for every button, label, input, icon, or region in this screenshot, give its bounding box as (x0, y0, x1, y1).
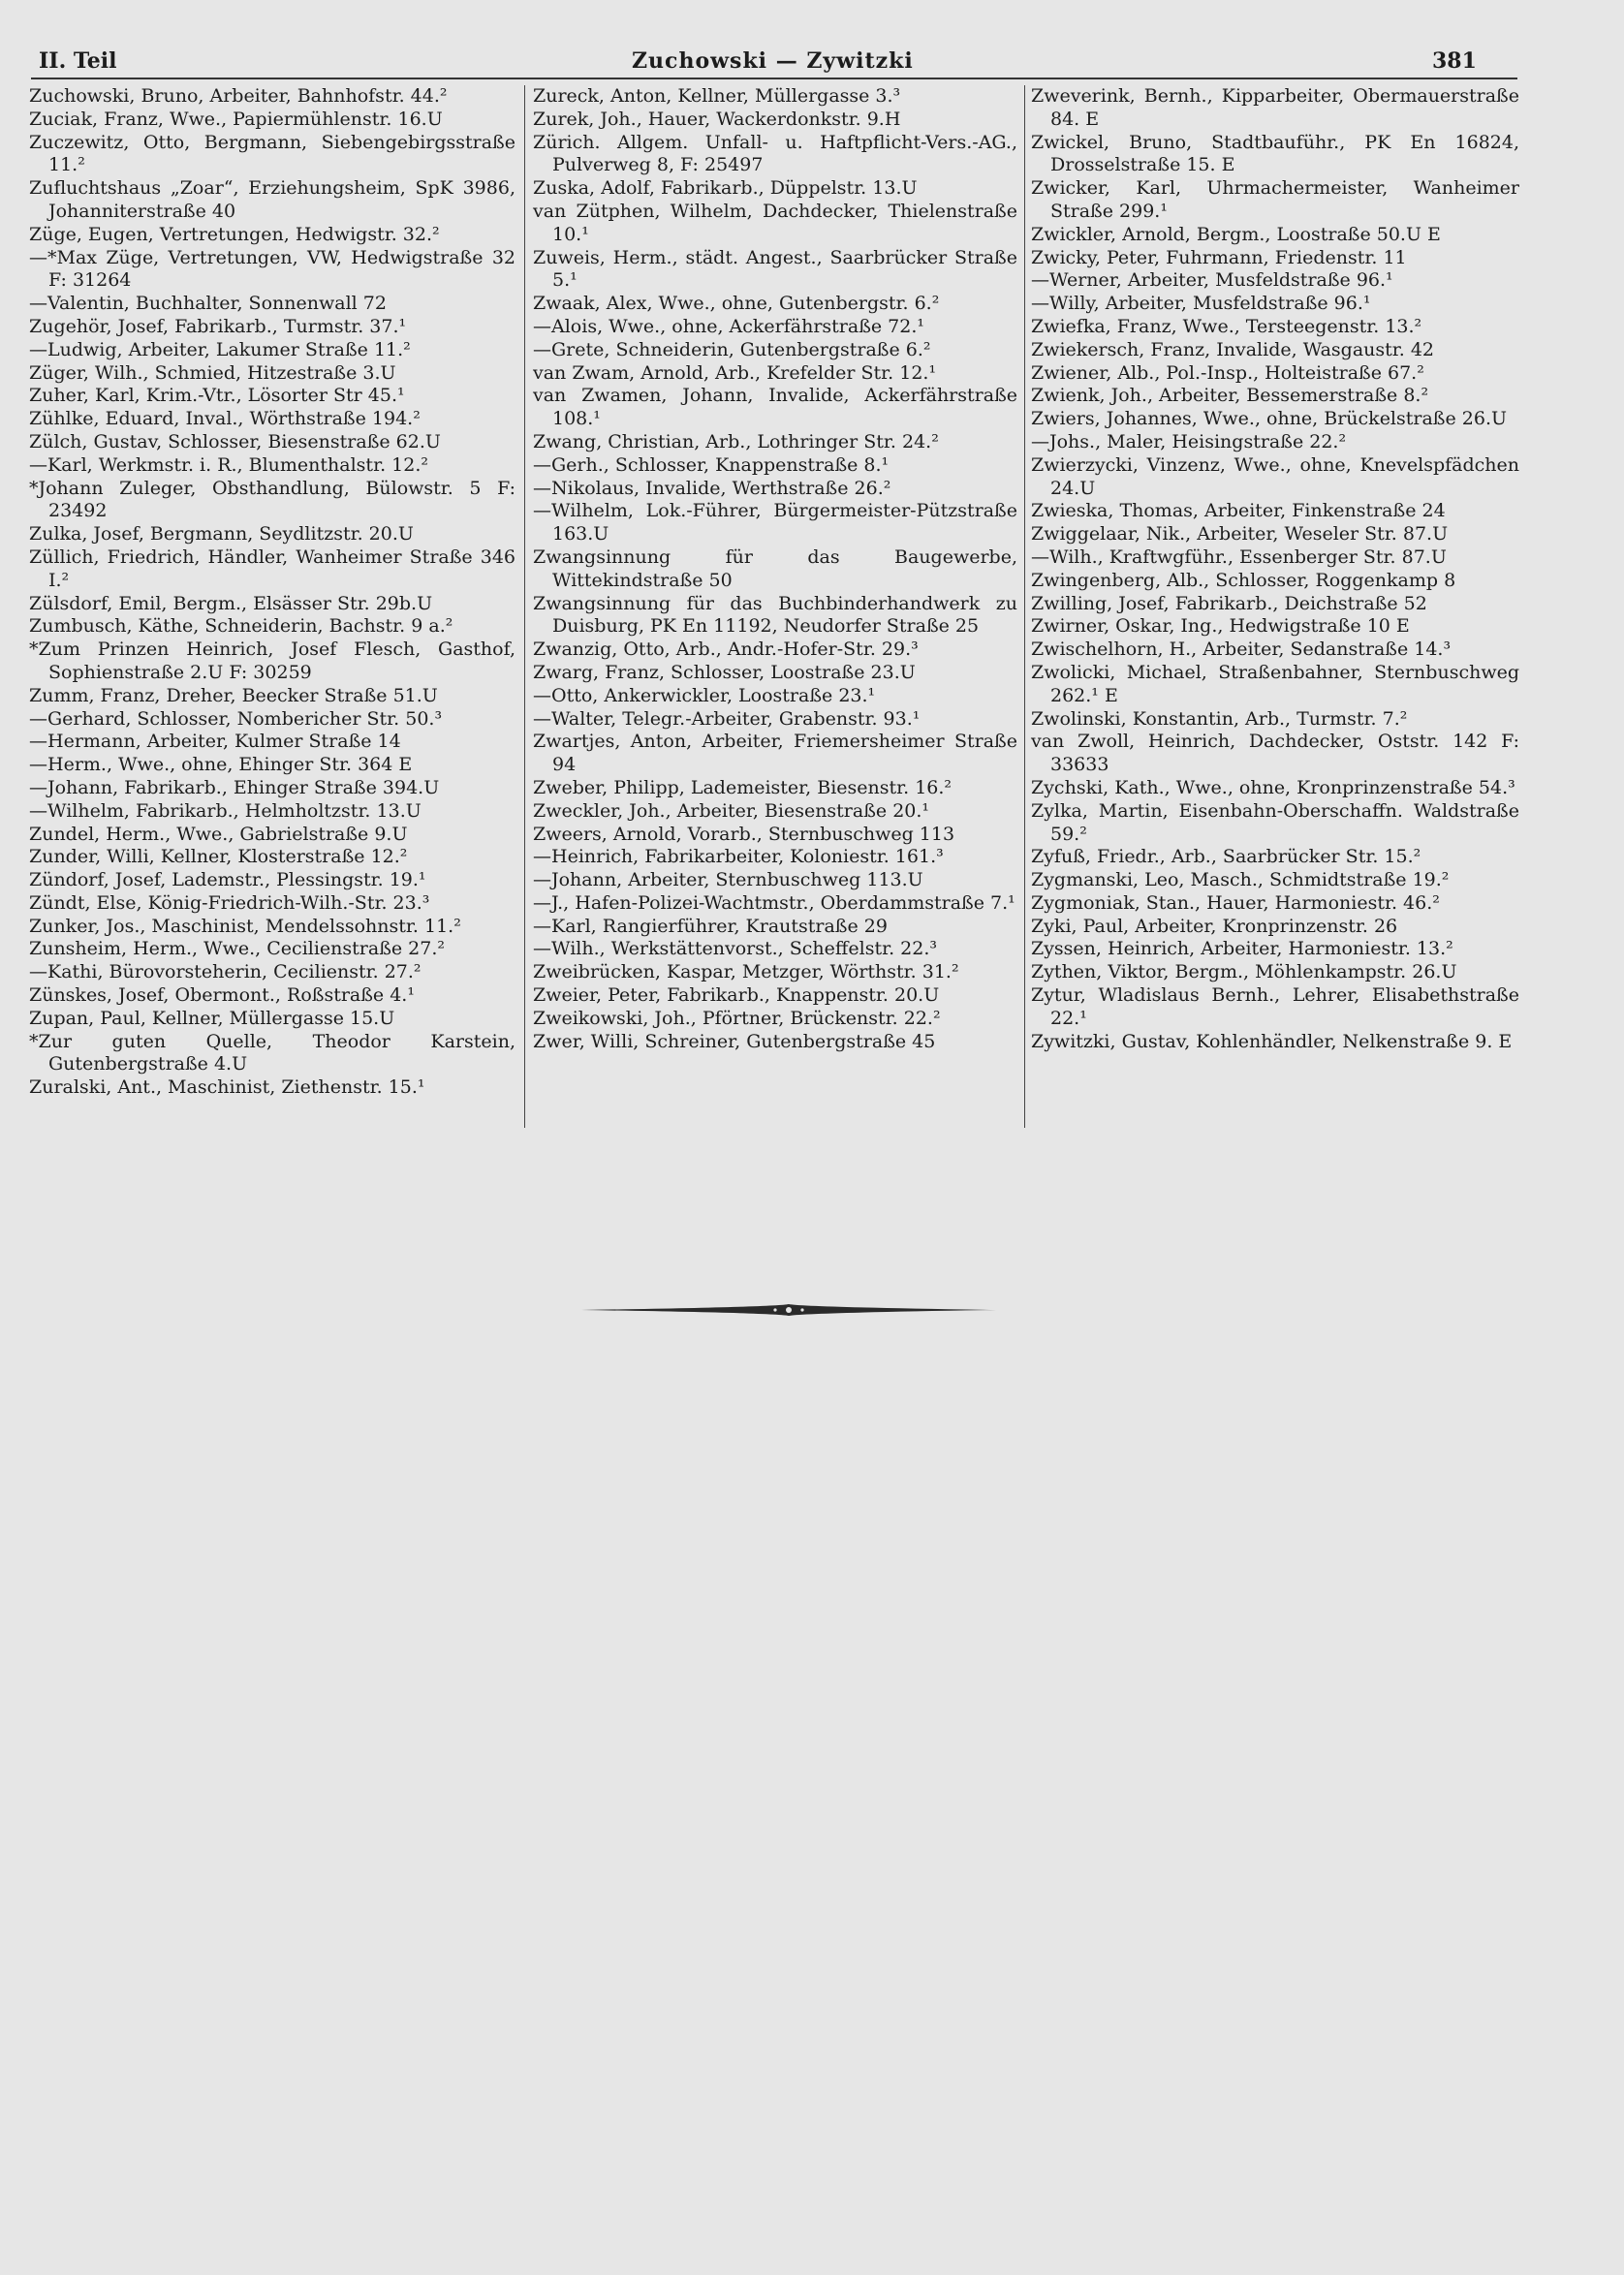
page-number: 381 (1432, 48, 1477, 74)
directory-entry: —Heinrich, Fabrikarbeiter, Koloniestr. 161.³ (533, 846, 944, 868)
directory-entry: van Zwoll, Heinrich, Dachdecker, Oststr. 142 F: 33633 (1031, 731, 1519, 776)
directory-entry: Zünskes, Josef, Obermont., Roßstraße 4.¹ (29, 984, 415, 1007)
header-rule (31, 78, 1517, 79)
directory-entry: Zühlke, Eduard, Inval., Wörthstraße 194.² (29, 408, 421, 430)
directory-entry: Zytur, Wladislaus Bernh., Lehrer, Elisabethstraße 22.¹ (1031, 984, 1519, 1029)
directory-entry: Zwiefka, Franz, Wwe., Tersteegenstr. 13.² (1031, 315, 1422, 337)
directory-entry: —Otto, Ankerwickler, Loostraße 23.¹ (533, 684, 876, 706)
directory-entry: —Johann, Fabrikarb., Ehinger Straße 394.U (29, 776, 440, 798)
directory-entry: —Wilhelm, Fabrikarb., Helmholtzstr. 13.U (29, 799, 422, 822)
closing-ornament (581, 1300, 996, 1320)
directory-entry: Zygmoniak, Stan., Hauer, Harmoniestr. 46.² (1031, 891, 1440, 914)
directory-entry: Züllich, Friedrich, Händler, Wanheimer Straße 346 I.² (29, 545, 515, 591)
directory-entry: Zündorf, Josef, Lademstr., Plessingstr. 19.¹ (29, 869, 426, 891)
directory-entry: Zündt, Else, König-Friedrich-Wilh.-Str. 23.³ (29, 891, 430, 914)
directory-entry: Zwanzig, Otto, Arb., Andr.-Hofer-Str. 29.³ (533, 639, 919, 661)
directory-entry: Zuciak, Franz, Wwe., Papiermühlenstr. 16.U (29, 108, 443, 130)
directory-entry: Züge, Eugen, Vertretungen, Hedwigstr. 32.² (29, 223, 440, 245)
directory-entry: Zundel, Herm., Wwe., Gabrielstraße 9.U (29, 823, 408, 845)
directory-entry: —Walter, Telegr.-Arbeiter, Grabenstr. 93.¹ (533, 707, 921, 730)
directory-entry: Zwangsinnung für das Buchbinderhandwerk zu Duisburg, PK En 11192, Neudorfer Straße 25 (533, 592, 1017, 638)
entry-list (29, 85, 515, 1100)
directory-entry: —Johann, Arbeiter, Sternbuschweg 113.U (533, 869, 923, 891)
directory-entry: Zwolinski, Konstantin, Arb., Turmstr. 7.² (1031, 707, 1408, 730)
directory-entry: Zwicky, Peter, Fuhrmann, Friedenstr. 11 (1031, 246, 1407, 268)
directory-entry: Zywitzki, Gustav, Kohlenhändler, Nelkenstraße 9. E (1031, 1030, 1513, 1052)
directory-entry: Zwirner, Oskar, Ing., Hedwigstraße 10 E (1031, 615, 1410, 638)
directory-entry: Zürich. Allgem. Unfall- u. Haftpflicht-Vers.-AG., Pulverweg 8, F: 25497 (533, 131, 1017, 176)
directory-entry: Zwartjes, Anton, Arbeiter, Friemersheimer Straße 94 (533, 731, 1017, 776)
directory-entry: Zuchowski, Bruno, Arbeiter, Bahnhofstr. 44.² (29, 85, 448, 107)
directory-entry: Zuczewitz, Otto, Bergmann, Siebengebirgsstraße 11.² (29, 131, 515, 176)
entry-list (533, 85, 1017, 1053)
directory-entry: Zweverink, Bernh., Kipparbeiter, Obermauerstraße 84. E (1031, 85, 1519, 130)
directory-entry: —Herm., Wwe., ohne, Ehinger Str. 364 E (29, 754, 413, 776)
directory-entry: Zyfuß, Friedr., Arb., Saarbrücker Str. 15.² (1031, 846, 1421, 868)
directory-entry: —Werner, Arbeiter, Musfeldstraße 96.¹ (1031, 269, 1393, 292)
directory-entry: —*Max Züge, Vertretungen, VW, Hedwigstraße 32 F: 31264 (29, 246, 515, 292)
directory-entry: —Wilhelm, Lok.-Führer, Bürgermeister-Pützstraße 163.U (533, 500, 1017, 545)
directory-entry: —Karl, Werkmstr. i. R., Blumenthalstr. 12.² (29, 453, 428, 476)
directory-entry: —J., Hafen-Polizei-Wachtmstr., Oberdammstraße 7.¹ (533, 891, 1015, 914)
page-part-label: II. Teil (39, 48, 117, 74)
directory-entry: Zyssen, Heinrich, Arbeiter, Harmoniestr. 13.² (1031, 938, 1453, 960)
directory-entry: Zwiggelaar, Nik., Arbeiter, Weseler Str. 87.U (1031, 523, 1449, 545)
directory-entry: Zupan, Paul, Kellner, Müllergasse 15.U (29, 1007, 395, 1029)
directory-entry: Zwieska, Thomas, Arbeiter, Finkenstraße 24 (1031, 500, 1446, 522)
directory-entry: Zuralski, Ant., Maschinist, Ziethenstr. 15.¹ (29, 1076, 425, 1099)
directory-entry: Zweikowski, Joh., Pförtner, Brückenstr. 22.² (533, 1007, 941, 1029)
directory-entry: Zunsheim, Herm., Wwe., Cecilienstraße 27.² (29, 938, 446, 960)
directory-entry: —Grete, Schneiderin, Gutenbergstraße 6.² (533, 338, 931, 360)
directory-entry: Zunker, Jos., Maschinist, Mendelssohnstr. 11.² (29, 915, 461, 937)
directory-entry: Zwiekersch, Franz, Invalide, Wasgaustr. 42 (1031, 338, 1435, 360)
column-divider (524, 85, 525, 1128)
directory-entry: —Alois, Wwe., ohne, Ackerfährstraße 72.¹ (533, 315, 925, 337)
directory-entry: Zweier, Peter, Fabrikarb., Knappenstr. 20.U (533, 984, 940, 1007)
directory-entry: —Gerhard, Schlosser, Nombericher Str. 50.³ (29, 707, 443, 730)
directory-entry: Zuska, Adolf, Fabrikarb., Düppelstr. 13.U (533, 177, 918, 200)
directory-entry: Zurek, Joh., Hauer, Wackerdonkstr. 9.H (533, 108, 901, 130)
directory-entry: Zumm, Franz, Dreher, Beecker Straße 51.U (29, 684, 438, 706)
column-divider (1024, 85, 1025, 1128)
directory-entry: Zygmanski, Leo, Masch., Schmidtstraße 19.² (1031, 869, 1450, 891)
directory-entry: van Zwamen, Johann, Invalide, Ackerfährstraße 108.¹ (533, 385, 1017, 430)
directory-entry: Zwierzycki, Vinzenz, Wwe., ohne, Knevelspfädchen 24.U (1031, 453, 1519, 499)
directory-entry: Zwiener, Alb., Pol.-Insp., Holteistraße 67.² (1031, 361, 1424, 384)
directory-entry: —Johs., Maler, Heisingstraße 22.² (1031, 430, 1347, 452)
directory-column-2 (533, 85, 1017, 2275)
directory-column-3 (1031, 85, 1519, 2275)
directory-entry: Zuher, Karl, Krim.-Vtr., Lösorter Str 45.¹ (29, 385, 405, 407)
directory-entry: Zwaak, Alex, Wwe., ohne, Gutenbergstr. 6.² (533, 293, 940, 315)
directory-entry: —Willy, Arbeiter, Musfeldstraße 96.¹ (1031, 293, 1371, 315)
entry-list (1031, 85, 1519, 1053)
directory-entry: Zumbusch, Käthe, Schneiderin, Bachstr. 9 a.² (29, 615, 453, 638)
directory-entry: Zweers, Arnold, Vorarb., Sternbuschweg 113 (533, 823, 955, 845)
directory-entry: *Johann Zuleger, Obsthandlung, Bülowstr. 5 F: 23492 (29, 477, 515, 522)
directory-entry: Zwiers, Johannes, Wwe., ohne, Brückelstraße 26.U (1031, 408, 1508, 430)
directory-entry: Zwolicki, Michael, Straßenbahner, Sternbuschweg 262.¹ E (1031, 661, 1519, 706)
directory-entry: Zyki, Paul, Arbeiter, Kronprinzenstr. 26 (1031, 915, 1398, 937)
directory-entry: Zunder, Willi, Kellner, Klosterstraße 12.² (29, 846, 408, 868)
directory-entry: Zwischelhorn, H., Arbeiter, Sedanstraße 14.³ (1031, 639, 1452, 661)
directory-entry: Zweibrücken, Kaspar, Metzger, Wörthstr. 31.² (533, 961, 959, 983)
directory-entry: Zulka, Josef, Bergmann, Seydlitzstr. 20.U (29, 523, 414, 545)
directory-entry: Zugehör, Josef, Fabrikarb., Turmstr. 37.¹ (29, 315, 407, 337)
directory-entry: Züger, Wilh., Schmied, Hitzestraße 3.U (29, 361, 396, 384)
directory-entry: —Karl, Rangierführer, Krautstraße 29 (533, 915, 888, 937)
directory-entry: Zwickel, Bruno, Stadtbauführ., PK En 16824, Drosselstraße 15. E (1031, 131, 1519, 176)
directory-entry: van Zwam, Arnold, Arb., Krefelder Str. 12.¹ (533, 361, 937, 384)
directory-entry: —Hermann, Arbeiter, Kulmer Straße 14 (29, 731, 401, 753)
directory-entry: Zwingenberg, Alb., Schlosser, Roggenkamp 8 (1031, 569, 1456, 591)
directory-entry: van Zütphen, Wilhelm, Dachdecker, Thielenstraße 10.¹ (533, 200, 1017, 245)
directory-entry: —Wilh., Werkstättenvorst., Scheffelstr. 22.³ (533, 938, 937, 960)
directory-entry: Zylka, Martin, Eisenbahn-Oberschaffn. Waldstraße 59.² (1031, 799, 1519, 845)
directory-entry: Zufluchtshaus „Zoar“, Erziehungsheim, SpK 3986, Johanniterstraße 40 (29, 177, 515, 222)
directory-entry: —Wilh., Kraftwgführ., Essenberger Str. 87.U (1031, 545, 1447, 568)
directory-entry: —Nikolaus, Invalide, Werthstraße 26.² (533, 477, 891, 499)
directory-entry: Zwickler, Arnold, Bergm., Loostraße 50.U E (1031, 223, 1441, 245)
directory-entry: Zwilling, Josef, Fabrikarb., Deichstraße 52 (1031, 592, 1427, 614)
directory-entry: Zwangsinnung für das Baugewerbe, Wittekindstraße 50 (533, 545, 1017, 591)
directory-entry: Zureck, Anton, Kellner, Müllergasse 3.³ (533, 85, 901, 107)
directory-entry: —Kathi, Bürovorsteherin, Cecilienstr. 27.² (29, 961, 422, 983)
directory-entry: Zwicker, Karl, Uhrmachermeister, Wanheimer Straße 299.¹ (1031, 177, 1519, 222)
directory-entry: Zwarg, Franz, Schlosser, Loostraße 23.U (533, 661, 916, 683)
directory-entry: Zwienk, Joh., Arbeiter, Bessemerstraße 8.² (1031, 385, 1429, 407)
directory-entry: Zweckler, Joh., Arbeiter, Biesenstraße 20.¹ (533, 799, 930, 822)
directory-column-1 (29, 85, 515, 2275)
directory-entry: *Zum Prinzen Heinrich, Josef Flesch, Gasthof, Sophienstraße 2.U F: 30259 (29, 639, 515, 683)
directory-entry: Zuweis, Herm., städt. Angest., Saarbrücker Straße 5.¹ (533, 246, 1017, 292)
directory-entry: *Zur guten Quelle, Theodor Karstein, Gutenbergstraße 4.U (29, 1030, 515, 1075)
directory-entry: Zweber, Philipp, Lademeister, Biesenstr. 16.² (533, 776, 953, 798)
directory-entry: —Ludwig, Arbeiter, Lakumer Straße 11.² (29, 338, 411, 360)
directory-entry: Zwang, Christian, Arb., Lothringer Str. 24.² (533, 430, 939, 452)
directory-entry: Zülsdorf, Emil, Bergm., Elsässer Str. 29b.U (29, 592, 433, 614)
directory-entry: —Valentin, Buchhalter, Sonnenwall 72 (29, 293, 387, 315)
directory-entry: Zülch, Gustav, Schlosser, Biesenstraße 62.U (29, 430, 441, 452)
directory-entry: Zythen, Viktor, Bergm., Möhlenkampstr. 26.U (1031, 961, 1457, 983)
directory-entry: Zychski, Kath., Wwe., ohne, Kronprinzenstraße 54.³ (1031, 776, 1515, 798)
page-running-title: Zuchowski — Zywitzki (632, 48, 914, 74)
directory-entry: Zwer, Willi, Schreiner, Gutenbergstraße 45 (533, 1030, 936, 1052)
directory-entry: —Gerh., Schlosser, Knappenstraße 8.¹ (533, 453, 890, 476)
